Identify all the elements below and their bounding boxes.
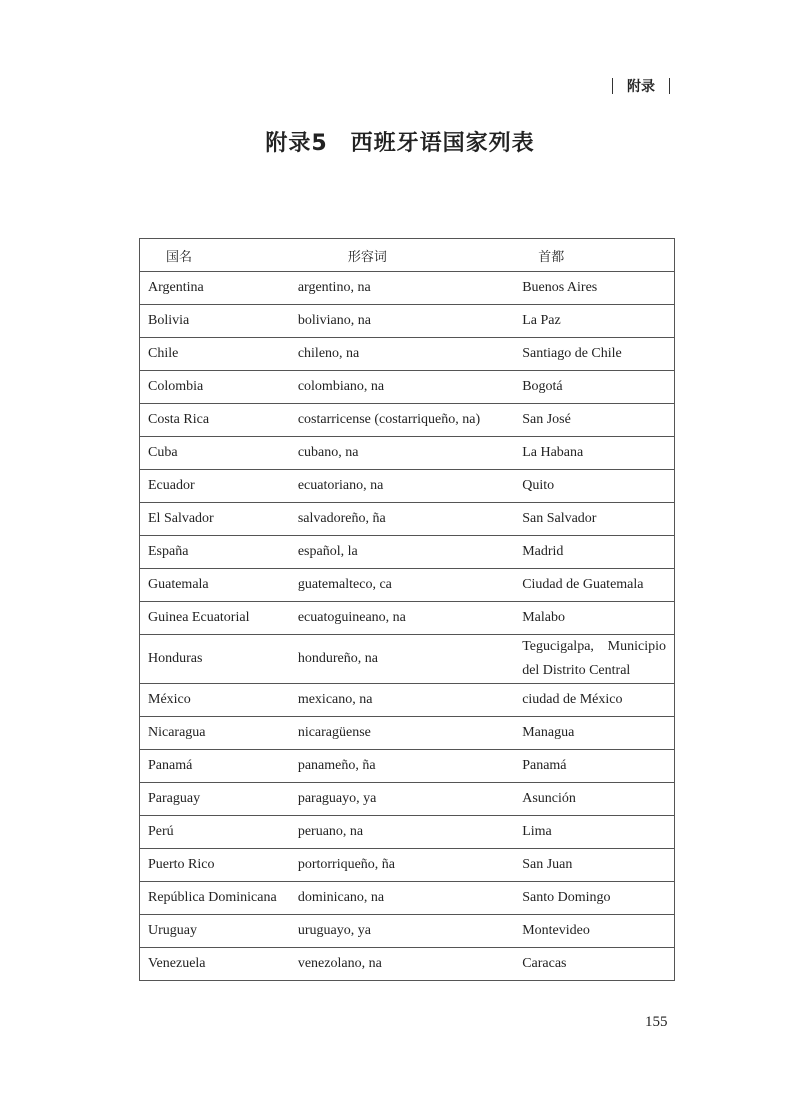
adjective-cell: portorriqueño, ña (290, 849, 514, 882)
table-row (140, 849, 675, 882)
adjective-cell: español, la (290, 536, 514, 569)
country-cell: Uruguay (140, 915, 290, 948)
table-row (140, 717, 675, 750)
adjective-cell: ecuatoriano, na (290, 470, 514, 503)
country-cell: México (140, 684, 290, 717)
capital-cell (514, 536, 674, 569)
adjective-cell: ecuatoguineano, na (290, 602, 514, 635)
adjective-cell: colombiano, na (290, 371, 514, 404)
table-row (140, 437, 675, 470)
capital-cell (514, 948, 674, 981)
capital-cell (514, 305, 674, 338)
adjective-cell: chileno, na (290, 338, 514, 371)
country-cell: Colombia (140, 371, 290, 404)
table-row (140, 948, 675, 981)
adjective-cell: dominicano, na (290, 882, 514, 915)
adjective-cell: costarricense (costarriqueño, na) (290, 404, 514, 437)
capital-line: Malabo (522, 610, 565, 625)
capital-line: Bogotá (522, 379, 563, 394)
country-cell: Bolivia (140, 305, 290, 338)
capital-line: Tegucigalpa, Municipio (522, 639, 666, 654)
capital-cell (514, 849, 674, 882)
country-cell: El Salvador (140, 503, 290, 536)
capital-line: Madrid (522, 544, 564, 559)
capital-line: Santiago de Chile (522, 346, 622, 361)
country-cell: República Dominicana (140, 882, 290, 915)
capital-cell (514, 635, 674, 684)
capital-cell (514, 783, 674, 816)
capital-line: Panamá (522, 758, 567, 773)
table-row (140, 272, 675, 305)
page-number: 155 (645, 1014, 668, 1030)
capital-line: Santo Domingo (522, 890, 611, 905)
table-row (140, 783, 675, 816)
table-row (140, 915, 675, 948)
running-head-right-rule (669, 78, 670, 94)
country-cell: Guinea Ecuatorial (140, 602, 290, 635)
table-body (140, 272, 675, 981)
country-cell: Costa Rica (140, 404, 290, 437)
capital-cell (514, 816, 674, 849)
adjective-cell: mexicano, na (290, 684, 514, 717)
capital-line: San Salvador (522, 511, 597, 526)
capital-line: Buenos Aires (522, 280, 598, 295)
adjective-cell: hondureño, na (290, 635, 514, 684)
country-cell: Cuba (140, 437, 290, 470)
table-row (140, 371, 675, 404)
capital-line: San Juan (522, 857, 573, 872)
capital-line: Quito (522, 478, 555, 493)
country-cell: Honduras (140, 635, 290, 684)
capital-line: Managua (522, 725, 575, 740)
country-cell: Panamá (140, 750, 290, 783)
adjective-cell: panameño, ña (290, 750, 514, 783)
capital-cell (514, 569, 674, 602)
country-cell: Ecuador (140, 470, 290, 503)
capital-cell (514, 272, 674, 305)
page-title: 附录5 西班牙语国家列表 (265, 131, 535, 156)
capital-cell (514, 915, 674, 948)
capital-line: San José (522, 412, 571, 427)
capital-line: Asunción (522, 791, 576, 806)
capital-line: Caracas (522, 956, 567, 971)
running-head-label: 附录 (627, 79, 655, 95)
country-cell: España (140, 536, 290, 569)
table-row (140, 750, 675, 783)
capital-cell (514, 503, 674, 536)
capital-line: La Paz (522, 313, 561, 328)
capital-line: La Habana (522, 445, 584, 460)
capital-cell (514, 404, 674, 437)
adjective-cell: argentino, na (290, 272, 514, 305)
table-row (140, 470, 675, 503)
header-adjective: 形容词 (290, 239, 514, 272)
table-row (140, 602, 675, 635)
country-cell: Chile (140, 338, 290, 371)
table-row (140, 816, 675, 849)
adjective-cell: uruguayo, ya (290, 915, 514, 948)
adjective-cell: salvadoreño, ña (290, 503, 514, 536)
header-capital: 首都 (514, 239, 674, 272)
header-country: 国名 (140, 239, 290, 272)
country-cell: Perú (140, 816, 290, 849)
table-row (140, 404, 675, 437)
country-cell: Nicaragua (140, 717, 290, 750)
table-row (140, 635, 675, 684)
country-cell: Venezuela (140, 948, 290, 981)
table-row (140, 338, 675, 371)
capital-line: ciudad de México (522, 692, 623, 707)
capital-cell (514, 470, 674, 503)
capital-cell (514, 882, 674, 915)
table-row (140, 536, 675, 569)
country-cell: Paraguay (140, 783, 290, 816)
capital-line: Lima (522, 824, 552, 839)
capital-cell (514, 750, 674, 783)
capital-line: Montevideo (522, 923, 590, 938)
table-row (140, 305, 675, 338)
capital-cell (514, 684, 674, 717)
capital-line: Ciudad de Guatemala (522, 577, 644, 592)
capital-line: del Distrito Central (522, 663, 631, 678)
adjective-cell: nicaragüense (290, 717, 514, 750)
adjective-cell: guatemalteco, ca (290, 569, 514, 602)
country-cell: Guatemala (140, 569, 290, 602)
table-header-row (140, 239, 675, 272)
table-row (140, 684, 675, 717)
adjective-cell: cubano, na (290, 437, 514, 470)
adjective-cell: boliviano, na (290, 305, 514, 338)
capital-cell (514, 371, 674, 404)
table-row (140, 569, 675, 602)
table-row (140, 503, 675, 536)
capital-cell (514, 717, 674, 750)
capital-cell (514, 437, 674, 470)
adjective-cell: peruano, na (290, 816, 514, 849)
adjective-cell: paraguayo, ya (290, 783, 514, 816)
country-cell: Puerto Rico (140, 849, 290, 882)
adjective-cell: venezolano, na (290, 948, 514, 981)
capital-cell (514, 602, 674, 635)
countries-table (139, 238, 675, 981)
running-head (612, 76, 670, 96)
table-row (140, 882, 675, 915)
country-cell: Argentina (140, 272, 290, 305)
capital-cell (514, 338, 674, 371)
